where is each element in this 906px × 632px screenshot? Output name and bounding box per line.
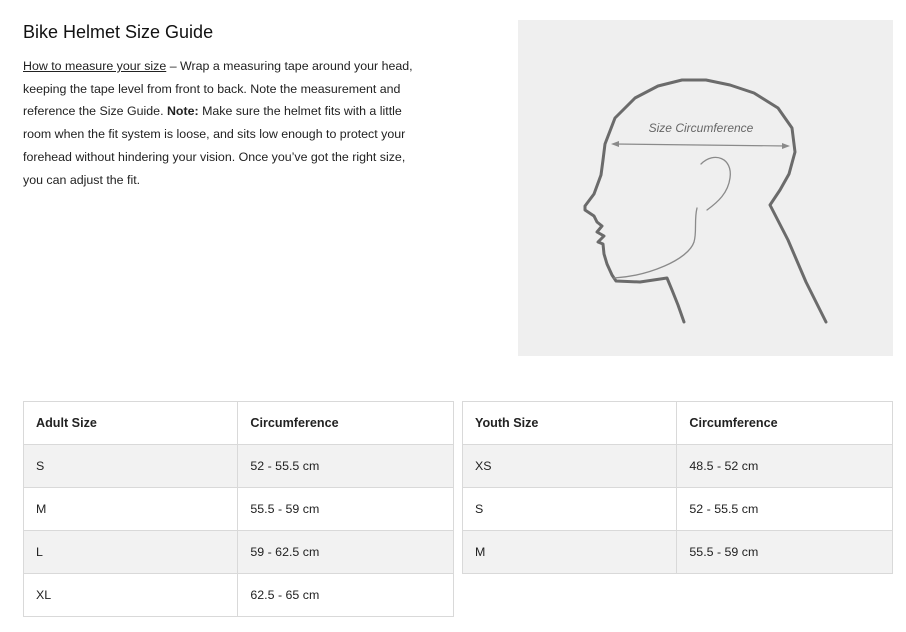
- head-measurement-illustration: [518, 20, 893, 356]
- circumference-cell: 55.5 - 59 cm: [238, 488, 454, 531]
- circumference-cell: 59 - 62.5 cm: [238, 531, 454, 574]
- table-header-row: [463, 402, 893, 445]
- column-header: Circumference: [677, 402, 893, 445]
- table-row: [463, 531, 893, 574]
- arrow-head-right-icon: [782, 143, 790, 149]
- table-row: [24, 488, 454, 531]
- head-profile-drawing: [518, 20, 893, 356]
- intro-text-2: Make sure the helmet fits with a little room when the fit system is loose, and sits low enough to protect your forehead without hindering your vision. Once you’ve got the right size, you can adjust the fit.: [23, 104, 406, 187]
- circumference-cell: 55.5 - 59 cm: [677, 531, 893, 574]
- size-cell: XS: [463, 445, 677, 488]
- size-cell: L: [24, 531, 238, 574]
- ear-outline: [701, 157, 730, 210]
- circumference-arrow-line: [614, 144, 787, 146]
- size-cell: S: [24, 445, 238, 488]
- circumference-cell: 48.5 - 52 cm: [677, 445, 893, 488]
- size-cell: M: [463, 531, 677, 574]
- table-row: [24, 574, 454, 617]
- page-title: Bike Helmet Size Guide: [23, 22, 214, 42]
- jaw-line: [614, 208, 697, 278]
- size-cell: M: [24, 488, 238, 531]
- size-cell: XL: [24, 574, 238, 617]
- table-row: [463, 488, 893, 531]
- table-row: [463, 445, 893, 488]
- measure-instructions: [23, 55, 423, 191]
- arrow-head-left-icon: [611, 141, 619, 147]
- column-header: Youth Size: [463, 402, 677, 445]
- size-circumference-label: Size Circumference: [648, 121, 754, 135]
- circumference-cell: 52 - 55.5 cm: [238, 445, 454, 488]
- circumference-cell: 52 - 55.5 cm: [677, 488, 893, 531]
- how-to-measure-link[interactable]: How to measure your size: [23, 59, 167, 73]
- column-header: Adult Size: [24, 402, 238, 445]
- intro-text-1: – Wrap a measuring tape around your head, keeping the tape level from front to back. Note the measurement and reference the Size Guide.: [23, 59, 413, 119]
- note-label: Note:: [166, 104, 199, 119]
- table-row: [24, 445, 454, 488]
- youth-size-table: [462, 401, 893, 574]
- size-cell: S: [463, 488, 677, 531]
- head-outline: [585, 80, 826, 322]
- circumference-cell: 62.5 - 65 cm: [238, 574, 454, 617]
- column-header: Circumference: [238, 402, 454, 445]
- table-row: [24, 531, 454, 574]
- table-header-row: [24, 402, 454, 445]
- adult-size-table: [23, 401, 454, 617]
